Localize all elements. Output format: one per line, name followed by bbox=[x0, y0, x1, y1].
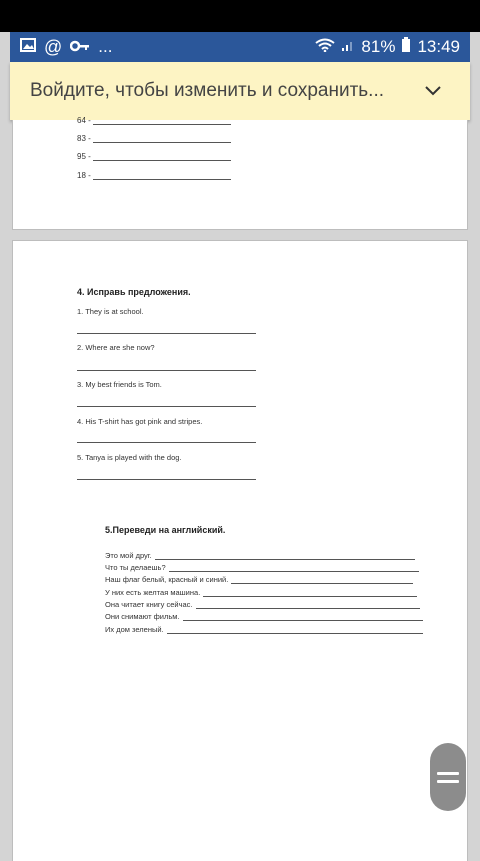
answer-line bbox=[77, 333, 256, 334]
task-5-heading: 5.Переведи на английский. bbox=[105, 525, 226, 535]
task-4-heading: 4. Исправь предложения. bbox=[77, 287, 191, 297]
document-page-2 bbox=[12, 240, 468, 861]
status-bar bbox=[10, 32, 470, 62]
translate-row: У них есть желтая машина. bbox=[105, 588, 417, 597]
scroll-handle[interactable] bbox=[430, 743, 466, 811]
answer-line bbox=[77, 370, 256, 371]
translate-row: Они снимают фильм. bbox=[105, 612, 423, 621]
translate-row: Наш флаг белый, красный и синий. bbox=[105, 575, 413, 584]
sign-in-banner-text[interactable]: Войдите, чтобы изменить и сохранить... bbox=[30, 80, 385, 101]
sign-in-banner[interactable] bbox=[10, 62, 470, 120]
chevron-down-icon[interactable] bbox=[420, 78, 446, 104]
top-black-bar bbox=[0, 0, 480, 32]
more-notifications: ... bbox=[98, 37, 113, 56]
image-icon bbox=[20, 37, 36, 57]
wifi-icon bbox=[315, 37, 335, 57]
number-row: 18 - bbox=[77, 171, 231, 180]
sentence: 5. Tanya is played with the dog. bbox=[77, 453, 182, 462]
answer-line bbox=[77, 406, 256, 407]
translate-row: Что ты делаешь? bbox=[105, 563, 419, 572]
number-row: 95 - bbox=[77, 152, 231, 161]
number-row: 64 - bbox=[77, 116, 231, 125]
sentence: 3. My best friends is Tom. bbox=[77, 380, 162, 389]
signal-icon bbox=[341, 37, 355, 57]
key-icon bbox=[70, 37, 90, 57]
translate-row: Их дом зеленый. bbox=[105, 625, 423, 634]
grip-icon bbox=[437, 772, 459, 775]
translate-row: Это мой друг. bbox=[105, 551, 415, 560]
answer-line bbox=[77, 442, 256, 443]
clock: 13:49 bbox=[417, 37, 460, 56]
sentence: 2. Where are she now? bbox=[77, 343, 155, 352]
battery-percent: 81% bbox=[361, 37, 396, 56]
translate-row: Она читает книгу сейчас. bbox=[105, 600, 420, 609]
number-row: 83 - bbox=[77, 134, 231, 143]
sentence: 4. His T-shirt has got pink and stripes. bbox=[77, 417, 203, 426]
at-sign-icon: @ bbox=[44, 36, 63, 57]
document-page-1 bbox=[12, 116, 468, 230]
battery-icon bbox=[401, 37, 411, 58]
sentence: 1. They is at school. bbox=[77, 307, 144, 316]
answer-line bbox=[77, 479, 256, 480]
